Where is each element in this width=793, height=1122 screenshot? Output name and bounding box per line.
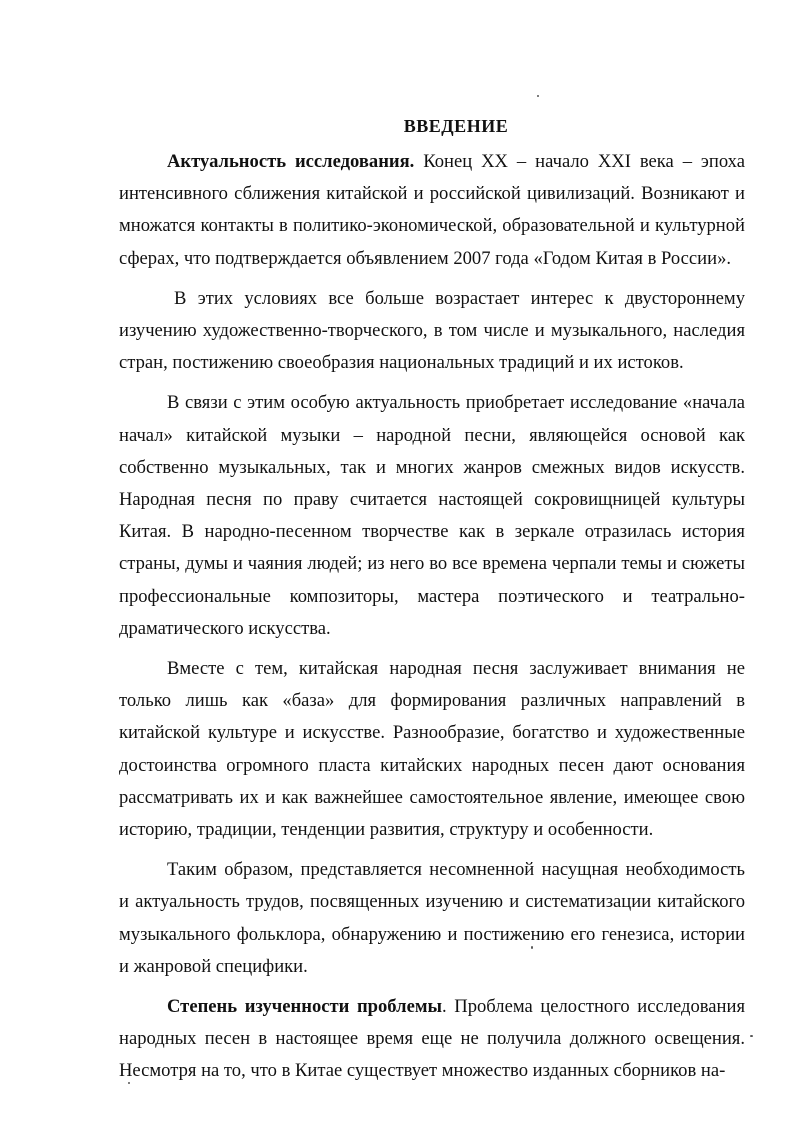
paragraph-conclusion [119, 854, 745, 983]
paragraph-degree-of-study [119, 991, 745, 1088]
body-text [119, 146, 745, 1088]
paragraph-text: В связи с этим особую актуальность приобретает исследование «начала начал» китайской музыки – народной песни, являющейся основой как собственно музыкальных, так и многих жанров смежных видов искусств. Народная песня по праву считается настоящей сокровищницей культуры Китая. В народно-песенном творчестве как в зеркале отразилась история страны, думы и чаяния людей; из него во все времена черпали темы и сюжеты профессиональные композиторы, мастера поэтического и театрально-драматического искусства. [119, 392, 745, 639]
run-in-heading-relevance: Актуальность исследования. [167, 151, 415, 172]
section-heading: ВВЕДЕНИЕ [403, 116, 509, 136]
paragraph-text: . Проблема целостного исследования народных песен в настоящее время еще не получила должного освещения. Несмотря на то, что в Китае существует множество изданных сборников на- [119, 996, 745, 1082]
scan-speck [537, 95, 539, 97]
paragraph-text: Вместе с тем, китайская народная песня заслуживает внимания не только лишь как «база» для формирования различных направлений в китайской культуре и искусстве. Разнообразие, богатство и художественные достоинства огромного пласта китайских народных песен дают основания рассматривать их и как важнейшее самостоятельное явление, имеющее свою историю, традиции, тенденции развития, структуру и особенности. [119, 658, 745, 841]
paragraph-text: Конец XX – начало XXI века – эпоха интенсивного сближения китайской и российской цивилизаций. Возникают и множатся контакты в политико-экономической, образовательной и культурной сферах, что подтверждается объявлением 2007 года «Годом Китая в России». [119, 151, 745, 269]
paragraph-text: В этих условиях все больше возрастает интерес к двустороннему изучению художественно-творческого, в том числе и музыкального, наследия стран, постижению своеобразия национальных традиций и их истоков. [119, 287, 745, 374]
paragraph-relevance [119, 146, 745, 275]
paragraph-value [119, 653, 745, 846]
scan-speck [750, 1035, 753, 1037]
scan-speck [128, 1082, 130, 1084]
paragraph-folk-song [119, 387, 745, 645]
paragraph-interest [119, 283, 745, 380]
run-in-heading-degree: Степень изученности проблемы [167, 996, 443, 1018]
paragraph-text: Таким образом, представляется несомненной насущная необходимость и актуальность трудов, посвященных изучению и систематизации китайского музыкального фольклора, обнаружению и постижению его генезиса, истории и жанровой специфики. [119, 859, 745, 977]
scan-speck [531, 946, 533, 949]
